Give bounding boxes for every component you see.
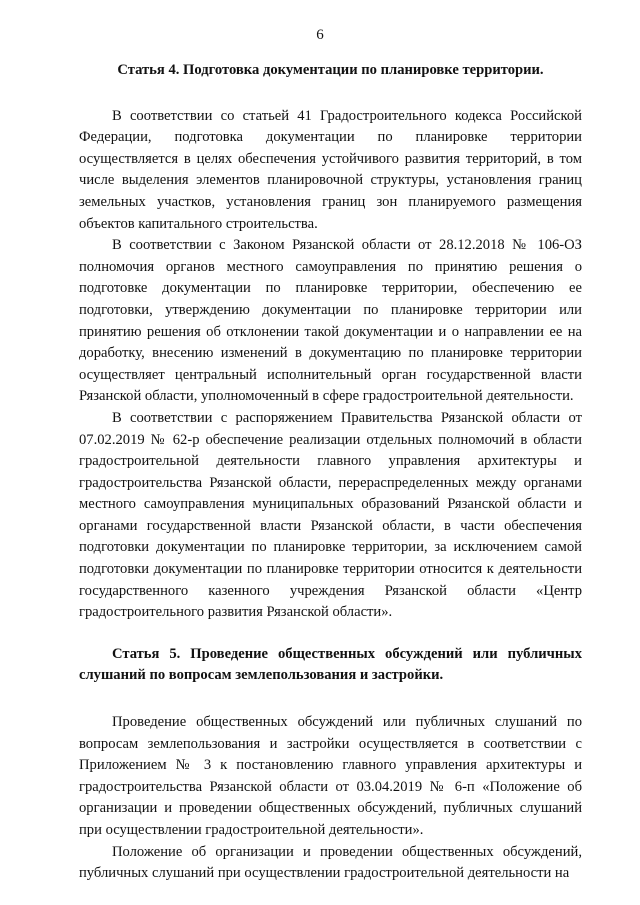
article-4-paragraph-1: В соответствии со статьей 41 Градостроительного кодекса Российской Федерации, подготовка документации по планировке территории осуществляется в целях обеспечения устойчивого развития территорий, в том числе выделения элементов планировочной структуры, установления границ земельных участков, установления границ зон планируемого размещения объектов капитального строительства.: [79, 107, 582, 232]
page-number: 6: [316, 27, 324, 43]
article-5-paragraph-2: Положение об организации и проведении общественных обсуждений, публичных слушаний при осуществлении градостроительной деятельности на: [79, 843, 582, 882]
article-5-paragraph-1: Проведение общественных обсуждений или публичных слушаний по вопросам землепользования и застройки осуществляется в соответствии с Приложением № 3 к постановлению главного управления архитектуры и градостроительства Рязанской области от 03.04.2019 № 6-п «Положение об организации и проведении общественных обсуждений, публичных слушаний при осуществлении градостроительной деятельности».: [79, 714, 582, 838]
article-5-heading: Статья 5. Проведение общественных обсуждений или публичных слушаний по вопросам землепользования и застройки.: [79, 645, 582, 684]
article-4-paragraph-3: В соответствии с распоряжением Правительства Рязанской области от 07.02.2019 № 62-р обеспечение реализации отдельных полномочий в области градостроительной деятельности главного управления архитектуры и градостроительства Рязанской области, перераспределенных между органами местного самоуправления муниципальных образований Рязанской области и органами государственной власти Рязанской области, в части обеспечения подготовки документации по планировке территории, за исключением самой подготовки документации по планировке территории относится к деятельности государственного казенного учреждения Рязанской области «Центр градостроительного развития Рязанской области».: [79, 409, 582, 621]
page-content: [79, 60, 582, 885]
article-4-paragraph-2: В соответствии с Законом Рязанской области от 28.12.2018 № 106-ОЗ полномочия органов местного самоуправления по принятию решения о подготовке документации по планировке территории, обеспечению ее подготовки, утверждению документации по планировке территории или принятию решения об отклонении такой документации и о направлении ее на доработку, внесению изменений в документацию по планировке территории осуществляет центральный исполнительный орган государственной власти Рязанской области, уполномоченный в сфере градостроительной деятельности.: [79, 237, 582, 405]
article-4-heading: Статья 4. Подготовка документации по планировке территории.: [117, 62, 544, 78]
